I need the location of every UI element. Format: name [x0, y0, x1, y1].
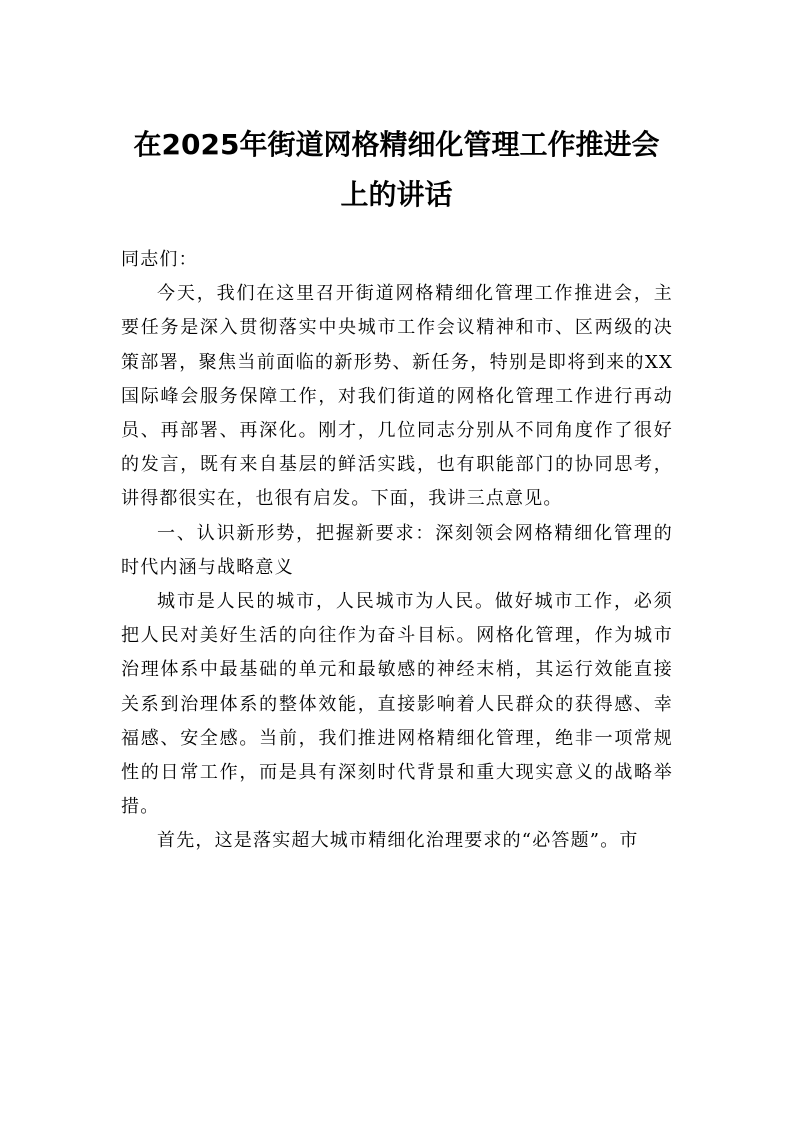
title-line-2: 上的讲话 — [340, 178, 453, 211]
section-heading-1: 一、认识新形势，把握新要求：深刻领会网格精细化管理的时代内涵与战略意义 — [121, 522, 673, 578]
paragraph-first-point: 首先，这是落实超大城市精细化治理要求的“必答题”。市 — [157, 830, 639, 852]
paragraph-opening: 今天，我们在这里召开街道网格精细化管理工作推进会，主要任务是深入贯彻落实中央城市工作会议精神和市、区两级的决策部署，聚焦当前面临的新形势、新任务，特别是即将到来的XX国际峰会服务保障工作，对我们街道的网格化管理工作进行再动员、再部署、再深化。刚才，几位同志分别从不同角度作了很好的发言，既有来自基层的鲜活实践，也有职能部门的协同思考，讲得都很实在，也很有启发。下面，我讲三点意见。 — [121, 283, 673, 510]
document-body — [121, 243, 673, 859]
title-line-1: 在2025年街道网格精细化管理工作推进会 — [133, 128, 660, 161]
salutation: 同志们： — [121, 249, 198, 270]
document-title — [80, 120, 713, 220]
paragraph-city-governance: 城市是人民的城市，人民城市为人民。做好城市工作，必须把人民对美好生活的向往作为奋斗目标。网格化管理，作为城市治理体系中最基础的单元和最敏感的神经末梢，其运行效能直接关系到治理体系的整体效能，直接影响着人民群众的获得感、幸福感、安全感。当前，我们推进网格精细化管理，绝非一项常规性的日常工作，而是具有深刻时代背景和重大现实意义的战略举措。 — [121, 591, 673, 818]
